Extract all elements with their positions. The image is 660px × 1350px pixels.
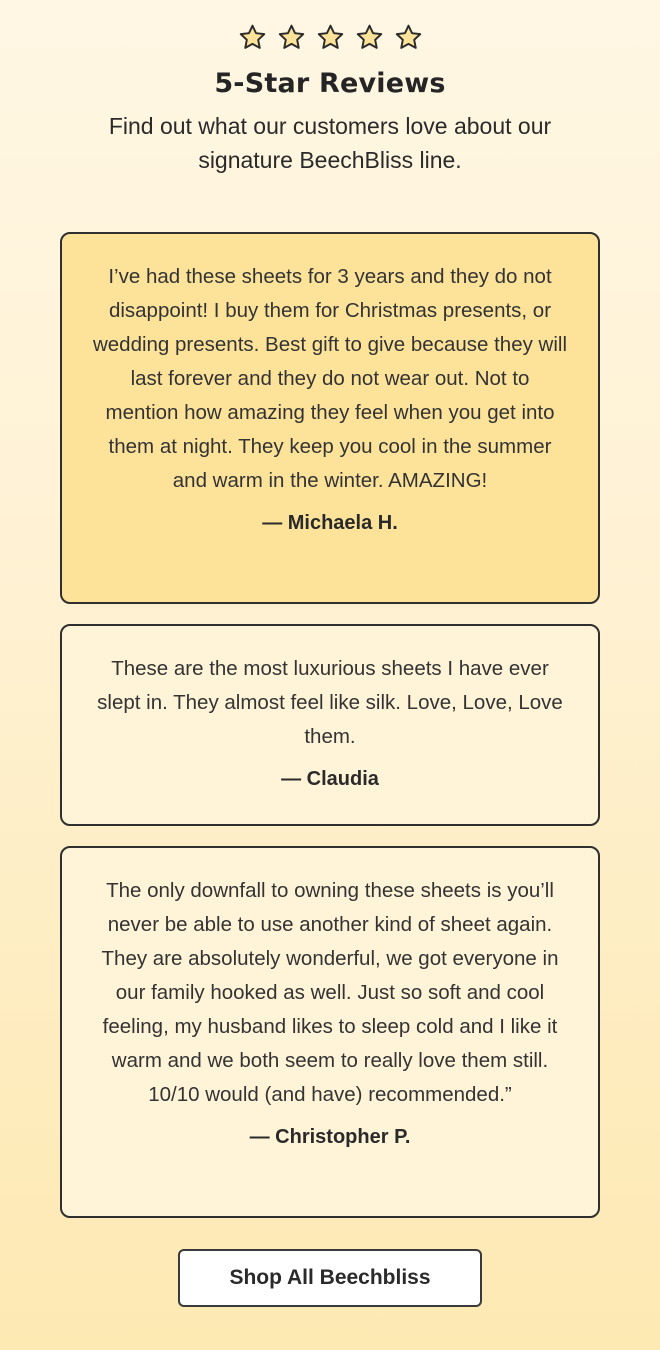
- star-icon: [316, 23, 345, 52]
- shop-all-button[interactable]: Shop All Beechbliss: [178, 1249, 482, 1307]
- review-list: [60, 232, 600, 1238]
- review-card-claudia: [60, 624, 600, 826]
- section-subtitle: Find out what our customers love about our signature BeechBliss line.: [108, 113, 552, 173]
- review-card-michaela: [60, 232, 600, 604]
- star-icon: [238, 23, 267, 52]
- star-rating: [0, 20, 660, 54]
- review-card-christopher: [60, 846, 600, 1218]
- review-quote: These are the most luxurious sheets I have ever slept in. They almost feel like silk. Love, Love, Love them.: [97, 657, 563, 748]
- review-author: — Claudia: [281, 768, 379, 790]
- review-quote: I’ve had these sheets for 3 years and they do not disappoint! I buy them for Christmas presents, or wedding presents. Best gift to give because they will last forever and they do not wear out. Not to mention how amazing they feel when you get into them at night. They keep you cool in the summer and warm in the winter. AMAZING!: [92, 265, 568, 492]
- star-icon: [355, 23, 384, 52]
- star-icon: [277, 23, 306, 52]
- review-author: — Christopher P.: [249, 1126, 411, 1148]
- section-title: 5-Star Reviews: [214, 68, 446, 99]
- review-author: — Michaela H.: [262, 512, 398, 534]
- reviews-header: [0, 0, 660, 177]
- review-quote: The only downfall to owning these sheets is you’ll never be able to use another kind of sheet again. They are absolutely wonderful, we got everyone in our family hooked as well. Just so soft and cool feeling, my husband likes to sleep cold and I like it warm and we both seem to really love them still. 10/10 would (and have) recommended.”: [101, 879, 559, 1106]
- star-icon: [394, 23, 423, 52]
